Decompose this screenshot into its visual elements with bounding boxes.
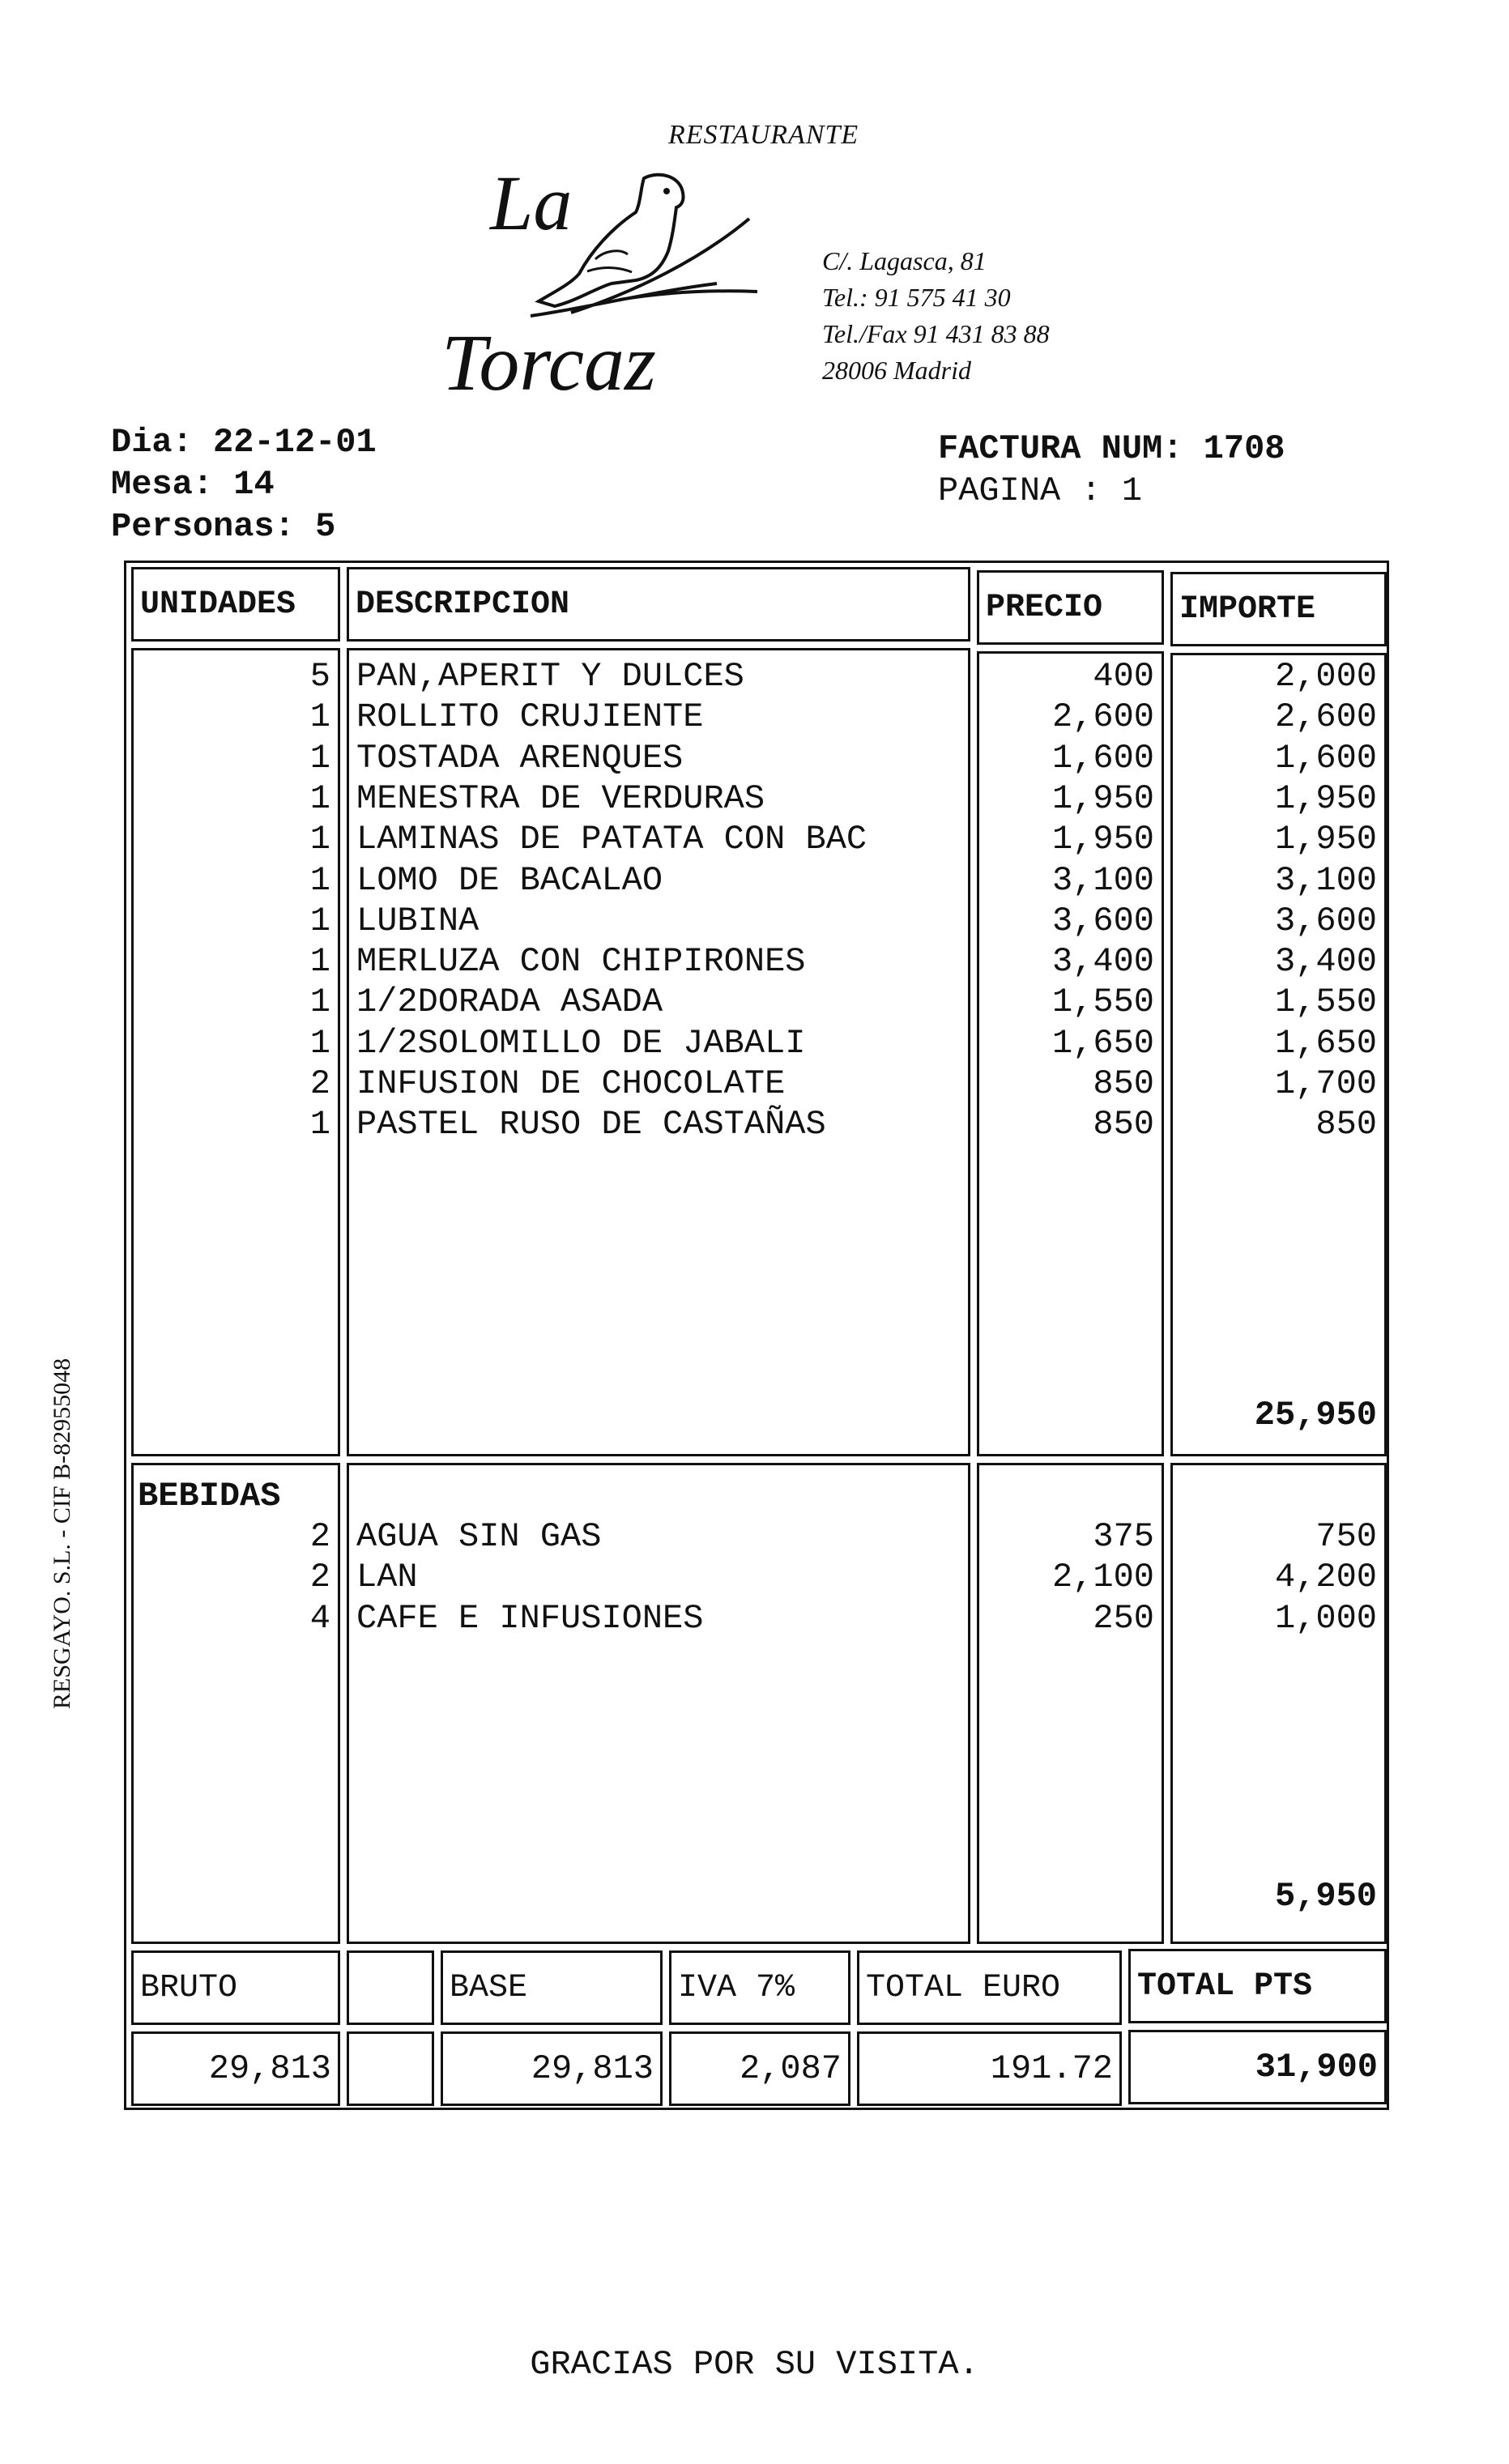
item-qty: 1 xyxy=(309,738,330,778)
blank-label-cell xyxy=(347,1950,434,2025)
drinks-section-label: BEBIDAS xyxy=(138,1477,281,1515)
item-price: 3,400 xyxy=(1051,942,1154,982)
item-price: 1,950 xyxy=(1051,778,1154,818)
item-description: 1/2SOLOMILLO DE JABALI xyxy=(356,1023,806,1063)
dove-logo-icon xyxy=(522,170,765,324)
dia-label: Dia: xyxy=(111,423,193,462)
mesa-value: 14 xyxy=(233,465,275,504)
item-amount: 1,700 xyxy=(1274,1064,1377,1103)
item-qty: 2 xyxy=(309,1064,330,1103)
item-qty: 4 xyxy=(309,1598,330,1638)
item-description: LUBINA xyxy=(356,901,480,940)
item-price: 850 xyxy=(1093,1105,1154,1145)
item-amount: 2,600 xyxy=(1274,697,1377,737)
item-amount: 850 xyxy=(1315,1105,1377,1145)
item-description: INFUSION DE CHOCOLATE xyxy=(356,1064,786,1103)
item-description: AGUA SIN GAS xyxy=(356,1517,602,1556)
total-euro-value: 191.72 xyxy=(857,2031,1122,2106)
item-description: TOSTADA ARENQUES xyxy=(356,738,684,778)
blank-value-cell xyxy=(347,2031,434,2106)
item-qty: 1 xyxy=(309,697,330,737)
item-description: LAMINAS DE PATATA CON BAC xyxy=(356,820,867,859)
item-qty: 2 xyxy=(309,1517,330,1556)
header-descripcion: DESCRIPCION xyxy=(347,567,970,642)
item-amount: 3,400 xyxy=(1274,942,1377,982)
pagina-label: PAGINA : xyxy=(938,471,1102,510)
item-description: LOMO DE BACALAO xyxy=(356,860,663,900)
item-amount: 4,200 xyxy=(1274,1558,1377,1597)
item-price: 2,100 xyxy=(1051,1558,1154,1597)
item-description: MERLUZA CON CHIPIRONES xyxy=(356,942,806,982)
total-euro-label: TOTAL EURO xyxy=(857,1950,1122,2025)
header-unidades: UNIDADES xyxy=(131,567,340,642)
address-fax: Tel./Fax 91 431 83 88 xyxy=(822,319,1050,348)
total-pts-value: 31,900 xyxy=(1128,2030,1387,2104)
invoice-meta-left xyxy=(111,421,377,548)
thank-you-message: GRACIAS POR SU VISITA. xyxy=(530,2345,979,2384)
restaurant-address xyxy=(822,243,1050,389)
item-price: 850 xyxy=(1093,1064,1154,1103)
total-pts-label: TOTAL PTS xyxy=(1128,1949,1387,2023)
item-qty: 1 xyxy=(309,778,330,818)
item-description: 1/2DORADA ASADA xyxy=(356,983,663,1022)
item-description: CAFE E INFUSIONES xyxy=(356,1598,704,1638)
item-price: 1,650 xyxy=(1051,1023,1154,1063)
header-precio: PRECIO xyxy=(977,570,1164,645)
item-amount: 3,100 xyxy=(1274,860,1377,900)
address-phone: Tel.: 91 575 41 30 xyxy=(822,283,1011,312)
logo-name-torcaz: Torcaz xyxy=(441,318,656,407)
item-price: 250 xyxy=(1093,1598,1154,1638)
bruto-value: 29,813 xyxy=(131,2031,340,2106)
item-price: 1,600 xyxy=(1051,738,1154,778)
item-amount: 1,550 xyxy=(1274,983,1377,1022)
item-amount: 750 xyxy=(1315,1517,1377,1556)
item-qty: 5 xyxy=(309,657,330,696)
item-price: 1,950 xyxy=(1051,820,1154,859)
item-amount: 1,950 xyxy=(1274,820,1377,859)
item-qty: 1 xyxy=(309,860,330,900)
restaurant-label: RESTAURANTE xyxy=(668,120,859,150)
item-description: LAN xyxy=(356,1558,418,1597)
header-importe: IMPORTE xyxy=(1170,572,1387,646)
item-amount: 2,000 xyxy=(1274,657,1377,696)
item-amount: 1,600 xyxy=(1274,738,1377,778)
item-price: 3,100 xyxy=(1051,860,1154,900)
item-qty: 1 xyxy=(309,901,330,940)
factura-number: 1708 xyxy=(1203,429,1285,468)
factura-label: FACTURA NUM: xyxy=(938,429,1183,468)
company-legal-id: RESGAYO. S.L. - CIF B-82955048 xyxy=(49,1358,75,1709)
item-price: 400 xyxy=(1093,657,1154,696)
pagina-number: 1 xyxy=(1121,471,1143,510)
address-street: C/. Lagasca, 81 xyxy=(822,246,987,275)
item-description: MENESTRA DE VERDURAS xyxy=(356,778,765,818)
item-amount: 1,650 xyxy=(1274,1023,1377,1063)
base-value: 29,813 xyxy=(441,2031,663,2106)
personas-label: Personas: xyxy=(111,507,295,546)
dia-value: 22-12-01 xyxy=(213,423,377,462)
item-price: 1,550 xyxy=(1051,983,1154,1022)
item-qty: 1 xyxy=(309,942,330,982)
item-price: 2,600 xyxy=(1051,697,1154,737)
iva-value: 2,087 xyxy=(669,2031,850,2106)
personas-value: 5 xyxy=(315,507,336,546)
bruto-label: BRUTO xyxy=(131,1950,340,2025)
mesa-label: Mesa: xyxy=(111,465,214,504)
item-price: 3,600 xyxy=(1051,901,1154,940)
item-description: PAN,APERIT Y DULCES xyxy=(356,657,744,696)
item-price: 375 xyxy=(1093,1517,1154,1556)
iva-label: IVA 7% xyxy=(669,1950,850,2025)
logo-name-la: La xyxy=(490,160,573,246)
item-qty: 1 xyxy=(309,1023,330,1063)
item-qty: 1 xyxy=(309,1105,330,1145)
item-amount: 1,000 xyxy=(1274,1598,1377,1638)
item-qty: 2 xyxy=(309,1558,330,1597)
item-amount: 1,950 xyxy=(1274,778,1377,818)
address-city: 28006 Madrid xyxy=(822,356,971,385)
food-subtotal: 25,950 xyxy=(1254,1396,1377,1434)
item-description: PASTEL RUSO DE CASTAÑAS xyxy=(356,1105,826,1145)
base-label: BASE xyxy=(441,1950,663,2025)
drinks-subtotal: 5,950 xyxy=(1274,1877,1377,1916)
item-qty: 1 xyxy=(309,820,330,859)
invoice-meta-right xyxy=(938,428,1285,512)
item-qty: 1 xyxy=(309,983,330,1022)
item-amount: 3,600 xyxy=(1274,901,1377,940)
item-description: ROLLITO CRUJIENTE xyxy=(356,697,704,737)
